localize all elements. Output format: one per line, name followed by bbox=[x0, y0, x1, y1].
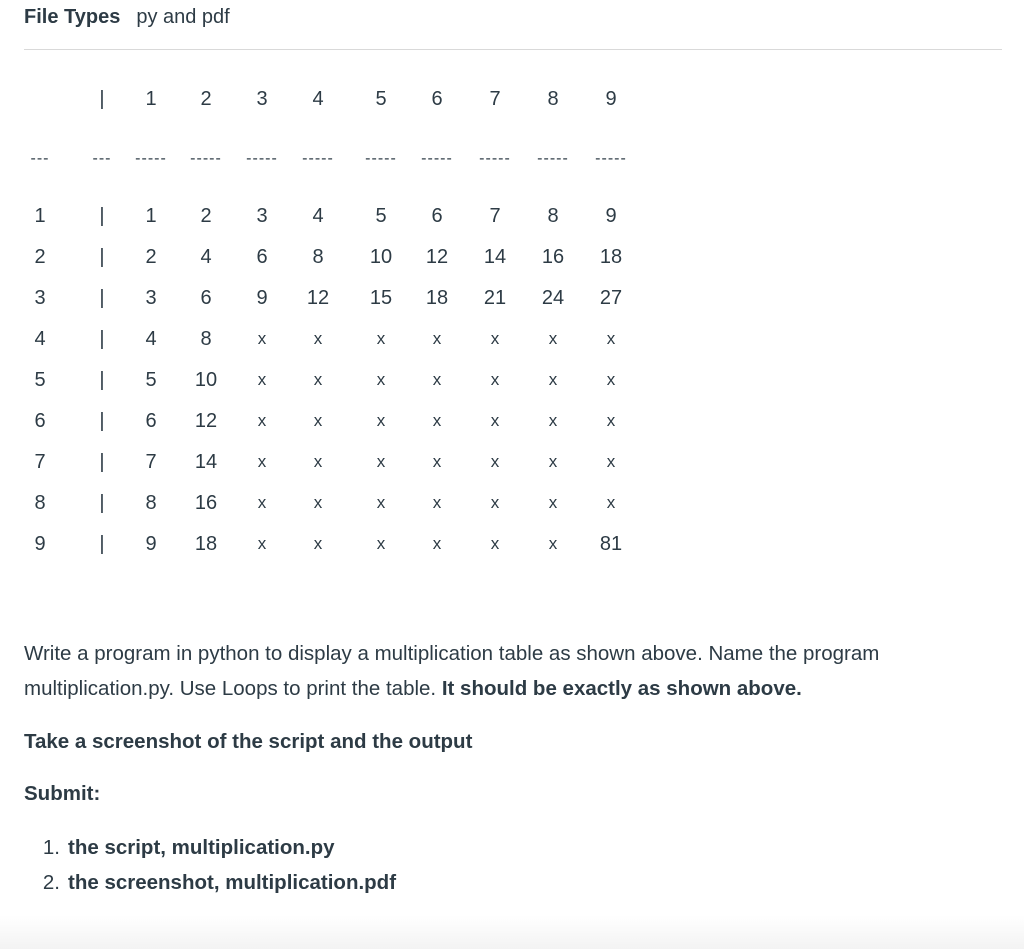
table-cell: x bbox=[548, 370, 558, 389]
table-cell: 6 bbox=[34, 410, 46, 432]
submit-item-number: 2. bbox=[42, 871, 60, 894]
table-cell: 1 bbox=[34, 205, 46, 227]
table-cell: | bbox=[99, 369, 105, 391]
table-cell: | bbox=[99, 410, 105, 432]
table-header-cell bbox=[10, 86, 70, 112]
table-cell: 9 bbox=[145, 533, 157, 555]
table-header-cell: 2 bbox=[200, 88, 212, 110]
table-cell: 6 bbox=[431, 205, 443, 227]
instructions-paragraph bbox=[24, 636, 999, 706]
table-cell: x bbox=[432, 370, 442, 389]
table-cell: 6 bbox=[145, 410, 157, 432]
table-cell: 3 bbox=[34, 287, 46, 309]
table-cell: 27 bbox=[599, 287, 623, 309]
table-cell: 6 bbox=[200, 287, 212, 309]
table-cell: 8 bbox=[145, 492, 157, 514]
table-cell: 12 bbox=[425, 246, 449, 268]
page-bottom-shade bbox=[0, 915, 1024, 949]
table-cell: 3 bbox=[256, 205, 268, 227]
table-separator-cell: ----- bbox=[595, 150, 627, 167]
table-cell: | bbox=[99, 287, 105, 309]
table-cell: x bbox=[432, 493, 442, 512]
table-cell: 7 bbox=[145, 451, 157, 473]
table-cell: x bbox=[490, 452, 500, 471]
table-cell: | bbox=[99, 246, 105, 268]
table-cell: x bbox=[257, 534, 267, 553]
table-cell: 24 bbox=[541, 287, 565, 309]
table-separator-cell: ----- bbox=[537, 150, 569, 167]
table-cell: x bbox=[376, 370, 386, 389]
table-cell: x bbox=[606, 493, 616, 512]
table-cell: 8 bbox=[200, 328, 212, 350]
table-cell: 5 bbox=[145, 369, 157, 391]
submit-item bbox=[24, 865, 396, 900]
table-separator-cell: --- bbox=[92, 150, 112, 167]
table-cell: x bbox=[606, 370, 616, 389]
table-cell: x bbox=[490, 329, 500, 348]
table-cell: x bbox=[606, 329, 616, 348]
table-cell: 21 bbox=[483, 287, 507, 309]
submit-item bbox=[24, 830, 396, 865]
file-types-value: py and pdf bbox=[136, 5, 230, 28]
table-cell: 10 bbox=[194, 369, 218, 391]
table-separator-cell: ----- bbox=[479, 150, 511, 167]
table-cell: 5 bbox=[34, 369, 46, 391]
file-types bbox=[24, 2, 230, 32]
table-cell: x bbox=[376, 411, 386, 430]
table-cell: | bbox=[99, 451, 105, 473]
table-cell: 7 bbox=[34, 451, 46, 473]
table-cell: 12 bbox=[194, 410, 218, 432]
table-cell: 8 bbox=[312, 246, 324, 268]
table-cell: x bbox=[313, 452, 323, 471]
divider bbox=[24, 49, 1002, 50]
table-cell: x bbox=[257, 370, 267, 389]
table-cell: 4 bbox=[312, 205, 324, 227]
table-header-cell: 8 bbox=[547, 88, 559, 110]
table-cell: 3 bbox=[145, 287, 157, 309]
table-header-cell: 9 bbox=[605, 88, 617, 110]
table-header-cell: 7 bbox=[489, 88, 501, 110]
submit-label: Submit: bbox=[24, 782, 101, 805]
table-header-cell: 5 bbox=[375, 88, 387, 110]
table-cell: 9 bbox=[605, 205, 617, 227]
table-cell: 7 bbox=[489, 205, 501, 227]
table-separator-cell: ----- bbox=[246, 150, 278, 167]
table-cell: x bbox=[376, 493, 386, 512]
table-separator-cell: ----- bbox=[135, 150, 167, 167]
table-cell: 14 bbox=[194, 451, 218, 473]
submit-item-text: the screenshot, multiplication.pdf bbox=[68, 871, 397, 894]
table-cell: | bbox=[99, 205, 105, 227]
table-cell: 18 bbox=[194, 533, 218, 555]
table-cell: x bbox=[606, 452, 616, 471]
table-cell: 9 bbox=[34, 533, 46, 555]
file-types-label: File Types bbox=[24, 5, 121, 28]
submit-list bbox=[24, 830, 396, 900]
table-header-cell: 1 bbox=[145, 88, 157, 110]
table-cell: x bbox=[548, 493, 558, 512]
table-header-cell: 6 bbox=[431, 88, 443, 110]
submit-item-number: 1. bbox=[42, 836, 60, 859]
table-cell: x bbox=[548, 329, 558, 348]
table-cell: x bbox=[257, 452, 267, 471]
table-cell: 16 bbox=[541, 246, 565, 268]
instructions-text: Write a program in python to display a multiplication table as shown above. Name the program multiplication.py. Use Loops to print the table. bbox=[24, 642, 880, 700]
table-cell: x bbox=[376, 452, 386, 471]
table-cell: 4 bbox=[145, 328, 157, 350]
table-cell: 8 bbox=[34, 492, 46, 514]
table-cell: x bbox=[490, 370, 500, 389]
table-cell: x bbox=[548, 534, 558, 553]
table-cell: x bbox=[490, 493, 500, 512]
table-cell: x bbox=[376, 534, 386, 553]
table-separator-cell: --- bbox=[30, 150, 50, 167]
table-cell: x bbox=[490, 534, 500, 553]
table-cell: x bbox=[313, 493, 323, 512]
table-cell: 5 bbox=[375, 205, 387, 227]
table-cell: 18 bbox=[425, 287, 449, 309]
instructions-emphasis: It should be exactly as shown above. bbox=[441, 677, 802, 700]
table-cell: x bbox=[432, 534, 442, 553]
table-header-cell: 4 bbox=[312, 88, 324, 110]
table-separator-cell: ----- bbox=[421, 150, 453, 167]
table-cell: x bbox=[313, 534, 323, 553]
table-cell: x bbox=[313, 370, 323, 389]
table-cell: 15 bbox=[369, 287, 393, 309]
table-header-cell: | bbox=[99, 88, 105, 110]
table-cell: 2 bbox=[200, 205, 212, 227]
multiplication-table bbox=[0, 75, 700, 575]
table-cell: 10 bbox=[369, 246, 393, 268]
table-header-cell: 3 bbox=[256, 88, 268, 110]
table-cell: x bbox=[257, 329, 267, 348]
table-cell: 2 bbox=[145, 246, 157, 268]
table-cell: | bbox=[99, 533, 105, 555]
table-cell: | bbox=[99, 492, 105, 514]
table-cell: x bbox=[548, 411, 558, 430]
table-cell: 9 bbox=[256, 287, 268, 309]
table-cell: x bbox=[606, 411, 616, 430]
table-cell: 12 bbox=[306, 287, 330, 309]
table-cell: x bbox=[432, 411, 442, 430]
table-cell: 14 bbox=[483, 246, 507, 268]
submit-item-text: the script, multiplication.py bbox=[68, 836, 335, 859]
table-cell: x bbox=[257, 493, 267, 512]
table-cell: x bbox=[432, 452, 442, 471]
table-separator-cell: ----- bbox=[365, 150, 397, 167]
table-cell: x bbox=[313, 411, 323, 430]
table-cell: x bbox=[313, 329, 323, 348]
table-cell: | bbox=[99, 328, 105, 350]
table-cell: 16 bbox=[194, 492, 218, 514]
table-cell: 18 bbox=[599, 246, 623, 268]
take-screenshot-instruction: Take a screenshot of the script and the output bbox=[24, 730, 473, 753]
table-separator-cell: ----- bbox=[190, 150, 222, 167]
table-cell: 8 bbox=[547, 205, 559, 227]
table-cell: x bbox=[432, 329, 442, 348]
table-separator-cell: ----- bbox=[302, 150, 334, 167]
table-cell: 1 bbox=[145, 205, 157, 227]
table-cell: x bbox=[376, 329, 386, 348]
table-cell: 81 bbox=[599, 533, 623, 555]
table-cell: 4 bbox=[34, 328, 46, 350]
table-cell: 6 bbox=[256, 246, 268, 268]
table-cell: 2 bbox=[34, 246, 46, 268]
table-cell: x bbox=[548, 452, 558, 471]
table-cell: x bbox=[257, 411, 267, 430]
table-cell: x bbox=[490, 411, 500, 430]
table-cell: 4 bbox=[200, 246, 212, 268]
